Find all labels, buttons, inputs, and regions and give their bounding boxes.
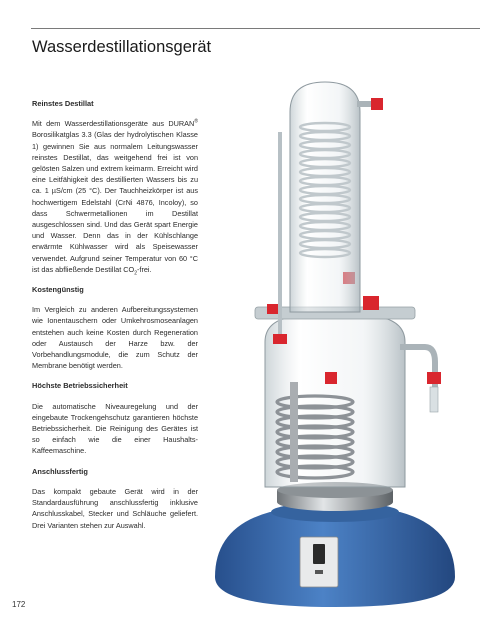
section-paragraph: Im Vergleich zu anderen Aufbereitungssystemen wie Ionentauschern oder Umkehrosmoseanlagen entstehen auch keine Kosten durch Regeneration oder Austausch der Harze bzw. der Vorbehandlungsmodule, die zum Schutz der Membrane benötigt werden. [32,305,198,371]
section-paragraph: Das kompakt gebaute Gerät wird in der Standardausführung anschlussfertig inklusive Anschlusskabel, Stecker und Schläuche geliefert. Drei Varianten stehen zur Auswahl. [32,486,198,530]
red-cap [325,372,337,384]
red-cap [363,296,379,310]
section-heading: Kostengünstig [32,285,84,295]
heating-coil [277,396,353,478]
section-heading: Reinstes Destillat [32,99,94,108]
section-heading: Anschlussfertig [32,466,88,476]
section-paragraph: Mit dem Wasserdestillationsgeräte aus DURAN® Borosilikatglas 3.3 (Glas der hydrolytischen Klasse 1) gewinnen Sie aus normalem Leitungswasser reinstes Destillat, das weitgehend frei ist von gelösten Salzen und extrem keimarm. Erreicht wird eine Leitfähigkeit des destillierten Wassers bis zu ca. 1 µS/cm (25 °C). Der Tauchheizkörper ist aus hochwertigem Edelstahl (CrNi 4876, Incoloy), so dass Schwermetallionen im Destillat ausgeschlossen sind. Und das Gerät spart Energie und Wasser. Denn das in der Kühlschlange erwärmte Kühlwasser wird als Speisewasser verwendet. Aufgrund seiner Temperatur von 60 °C ist das abfließende Destillat $CO_2$-frei. [32,118,198,277]
header-rule [31,28,480,29]
red-cap [371,98,383,110]
page-number: 172 [12,600,26,609]
page-title: Wasserdestillationsgerät [32,38,212,56]
red-cap [427,372,441,384]
text-column [32,98,198,540]
section-heading: Höchste Betriebssicherheit [32,381,128,391]
distillation-apparatus-image [195,72,480,627]
red-cap [273,334,287,344]
section-paragraph: Die automatische Niveauregelung und der eingebaute Trockengehschutz garantieren höchste Betriebssicherheit. Die Reinigung des Gerätes ist so einfach wie die einer Haushalts-Kaffeemaschine. [32,401,198,456]
